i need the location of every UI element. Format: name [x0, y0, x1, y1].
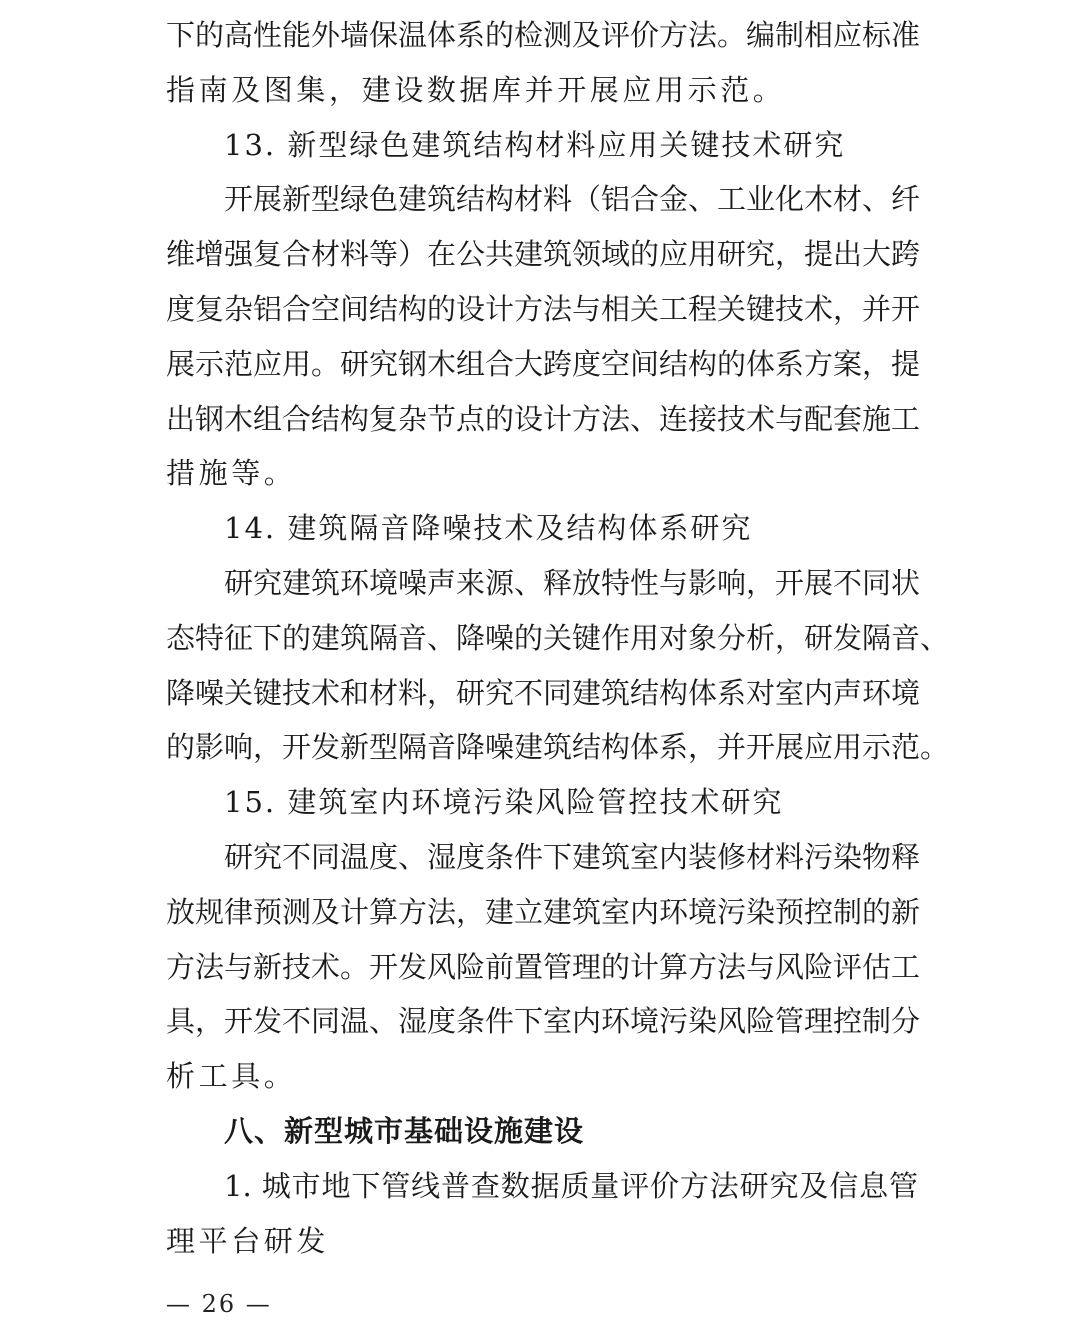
text-line: 出钢木组合结构复杂节点的设计方法、连接技术与配套施工	[166, 401, 921, 436]
page-number: — 26 —	[166, 1290, 272, 1318]
text-line: 理平台研发	[166, 1223, 330, 1258]
subheading-15: 15. 建筑室内环境污染风险管控技术研究	[224, 785, 784, 820]
text-line: 放规律预测及计算方法，建立建筑室内环境污染预控制的新	[166, 894, 921, 929]
subheading-1: 1. 城市地下管线普查数据质量评价方法研究及信息管	[224, 1168, 918, 1203]
section-heading: 八、新型城市基础设施建设	[224, 1113, 585, 1148]
text-line: 降噪关键技术和材料，研究不同建筑结构体系对室内声环境	[166, 675, 921, 710]
subheading-14: 14. 建筑隔音降噪技术及结构体系研究	[224, 511, 753, 546]
text-line: 下的高性能外墙保温体系的检测及评价方法。编制相应标准	[166, 18, 921, 52]
text-line: 研究不同温度、湿度条件下建筑室内装修材料污染物释	[224, 839, 921, 874]
text-line: 度复杂铝合空间结构的设计方法与相关工程关键技术，并开	[166, 291, 921, 326]
text-line: 具，开发不同温、湿度条件下室内环境污染风险管理控制分	[166, 1004, 921, 1039]
text-line: 析工具。	[166, 1059, 297, 1094]
text-line: 研究建筑环境噪声来源、释放特性与影响，开展不同状	[224, 565, 921, 600]
text-line: 开展新型绿色建筑结构材料（铝合金、工业化木材、纤	[224, 182, 921, 217]
subheading-13: 13. 新型绿色建筑结构材料应用关键技术研究	[224, 127, 846, 162]
text-line: 展示范应用。研究钢木组合大跨度空间结构的体系方案，提	[166, 346, 921, 381]
text-line: 指南及图集，建设数据库并开展应用示范。	[166, 72, 786, 107]
text-line: 态特征下的建筑隔音、降噪的关键作用对象分析，研发隔音、	[166, 620, 950, 655]
text-line: 的影响，开发新型隔音降噪建筑结构体系，并开展应用示范。	[166, 730, 950, 765]
text-line: 方法与新技术。开发风险前置管理的计算方法与风险评估工	[166, 949, 921, 984]
document-body	[166, 8, 950, 1268]
text-line: 维增强复合材料等）在公共建筑领域的应用研究，提出大跨	[166, 237, 921, 272]
text-line: 措施等。	[166, 456, 297, 491]
